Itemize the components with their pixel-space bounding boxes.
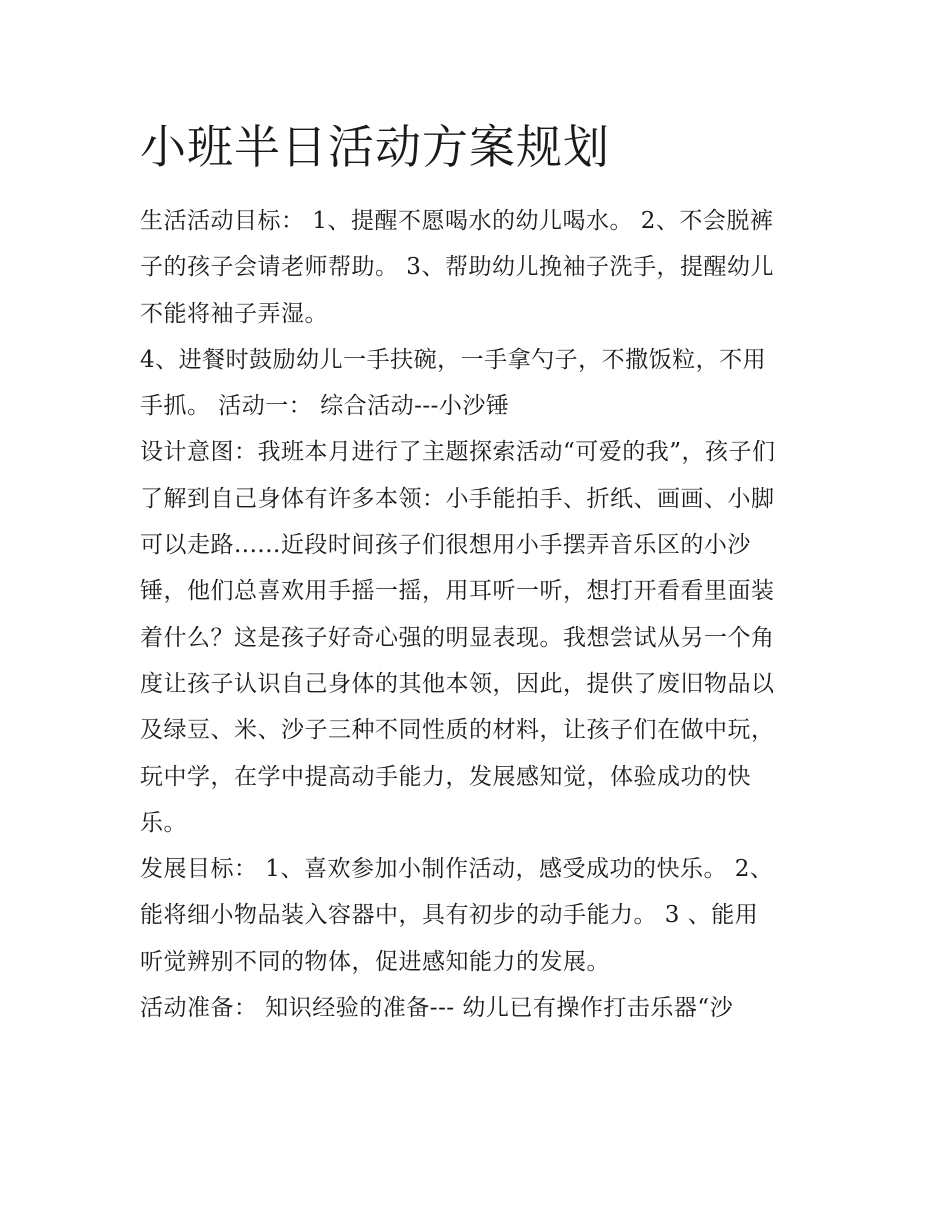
body-line-8: 可以走路......近段时间孩子们很想用小手摆弄音乐区的小沙 bbox=[140, 532, 751, 559]
body-line-3: 不能将袖子弄湿。 bbox=[140, 300, 328, 327]
body-line-7: 了解到自己身体有许多本领：小手能拍手、折纸、画画、小脚 bbox=[140, 485, 775, 512]
body-line-18: 活动准备： 知识经验的准备--- 幼儿已有操作打击乐器“沙 bbox=[140, 995, 734, 1022]
body-line-2: 子的孩子会请老师帮助。 3、帮助幼儿挽袖子洗手，提醒幼儿 bbox=[140, 254, 774, 281]
body-line-17: 听觉辨别不同的物体，促进感知能力的发展。 bbox=[140, 948, 610, 975]
body-line-4: 4、进餐时鼓励幼儿一手扶碗，一手拿勺子，不撒饭粒，不用 bbox=[140, 346, 767, 373]
body-line-16: 能将细小物品装入容器中，具有初步的动手能力。 3 、能用 bbox=[140, 902, 759, 929]
body-line-15: 发展目标： 1、喜欢参加小制作活动，感受成功的快乐。 2、 bbox=[140, 856, 774, 883]
body-line-13: 玩中学，在学中提高动手能力，发展感知觉，体验成功的快 bbox=[140, 763, 751, 790]
body-line-9: 锤，他们总喜欢用手摇一摇，用耳听一听，想打开看看里面装 bbox=[140, 578, 775, 605]
body-line-1: 生活活动目标： 1、提醒不愿喝水的幼儿喝水。 2、不会脱裤 bbox=[140, 208, 774, 234]
document-body bbox=[140, 198, 830, 1031]
body-line-11: 度让孩子认识自己身体的其他本领，因此，提供了废旧物品以 bbox=[140, 670, 775, 697]
body-line-5: 手抓。 活动一： 综合活动---小沙锤 bbox=[140, 393, 510, 420]
body-line-6: 设计意图：我班本月进行了主题探索活动“可爱的我”，孩子们 bbox=[140, 439, 776, 466]
body-line-12: 及绿豆、米、沙子三种不同性质的材料，让孩子们在做中玩， bbox=[140, 717, 775, 744]
document-title: 小班半日活动方案规划 bbox=[140, 120, 610, 174]
body-line-14: 乐。 bbox=[140, 809, 187, 836]
body-line-10: 着什么？这是孩子好奇心强的明显表现。我想尝试从另一个角 bbox=[140, 624, 775, 651]
